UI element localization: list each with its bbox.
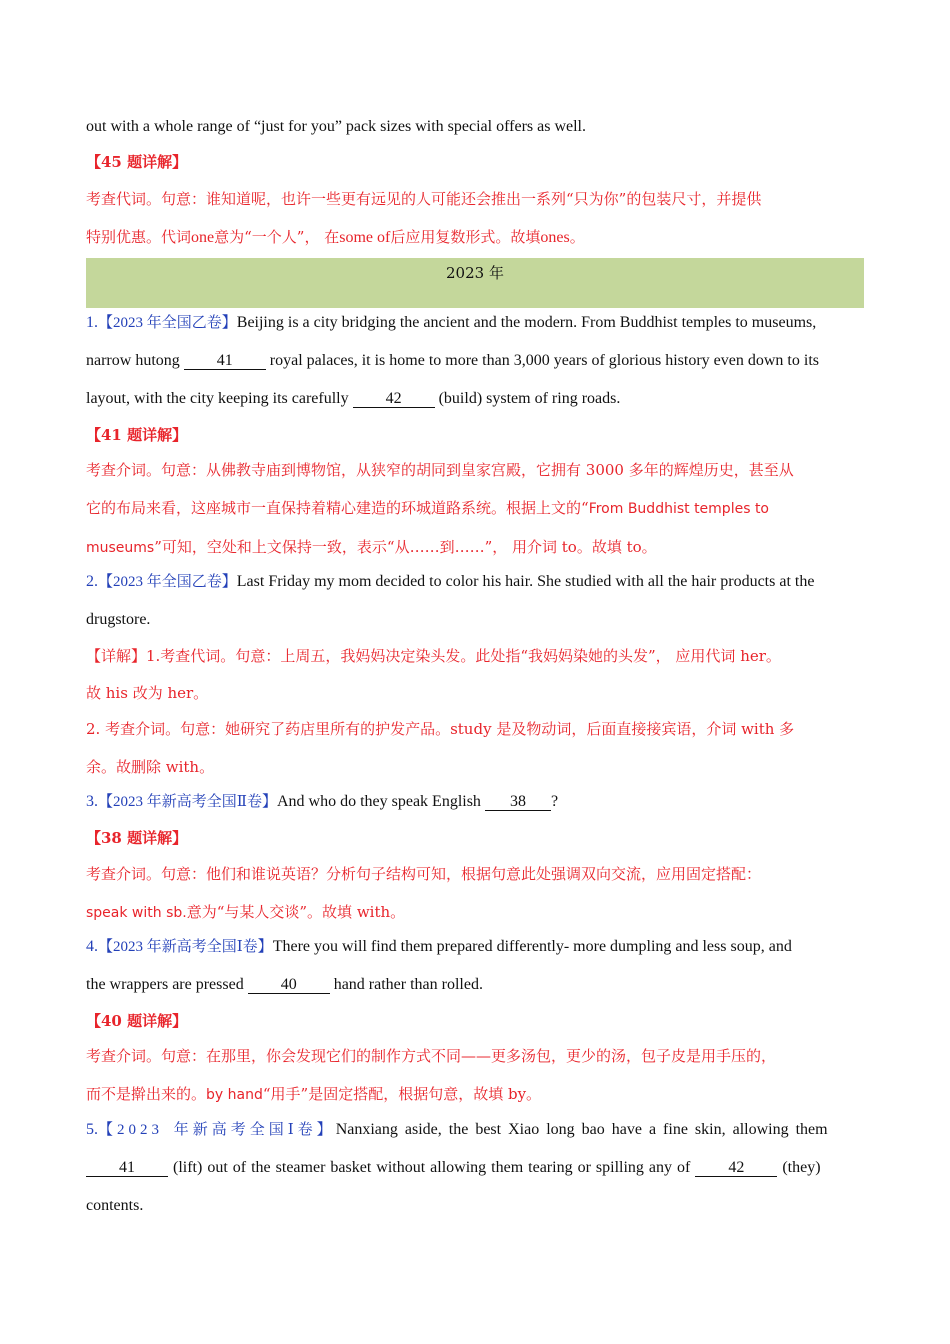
explanation-heading-40: 【40 题详解】: [86, 1012, 188, 1030]
text-segment: speak with sb.: [86, 905, 187, 921]
question-4-line: [86, 975, 864, 995]
text-segment: royal palaces, it is home to more than 3,000 years of glorious history even down to its: [269, 352, 819, 369]
text-segment: Last Friday my mom decided to color his hair. She studied with all the hair products at the: [236, 573, 815, 590]
answer-blank-42[interactable]: 42: [695, 1159, 777, 1177]
text-segment: (build) system of ring roads.: [438, 390, 621, 407]
year-section-label: 2023 年: [446, 264, 504, 282]
text-segment: (lift) out of the steamer basket without allowing them tearing or spilling any of: [173, 1159, 691, 1176]
text-line: out with a whole range of “just for you” pack sizes with special offers as well.: [86, 118, 586, 135]
explanation-line: 余。故删除 with。: [86, 758, 215, 776]
question-2-line: [86, 572, 864, 592]
text-segment: “用手”是固定搭配，根据句意，故填 by。: [262, 1085, 542, 1103]
text-segment: one: [191, 229, 215, 246]
text-segment: museums: [86, 540, 155, 556]
answer-blank-42[interactable]: 42: [353, 390, 435, 408]
question-number: 5.: [86, 1121, 98, 1138]
question-number: 3.: [86, 793, 98, 810]
text-segment: by hand: [206, 1087, 263, 1103]
question-number: 1.: [86, 314, 98, 331]
question-source-tag: 【2023 年新高考全国Ⅰ卷】: [98, 1122, 336, 1138]
answer-blank-41[interactable]: 41: [184, 352, 266, 370]
explanation-line: [86, 537, 864, 558]
text-segment: There you will find them prepared differently- more dumpling and less soup, and: [272, 938, 792, 955]
question-source-tag: 【2023 年全国乙卷】: [98, 315, 237, 331]
question-5-line: [86, 1158, 864, 1178]
question-2-line: drugstore.: [86, 611, 151, 628]
answer-blank-40[interactable]: 40: [248, 976, 330, 994]
text-segment: 特别优惠。代词: [86, 228, 192, 246]
text-segment: ?: [550, 793, 559, 810]
question-3-line: [86, 792, 864, 812]
question-5-line: [86, 1120, 864, 1140]
explanation-heading-45: 【45 题详解】: [86, 153, 188, 171]
text-segment: Beijing is a city bridging the ancient and the modern. From Buddhist temples to museums,: [236, 314, 817, 331]
text-segment: And who do they speak English: [276, 793, 481, 810]
explanation-heading-41: 【41 题详解】: [86, 426, 188, 444]
explanation-line: 【详解】1.考查代词。句意：上周五，我妈妈决定染头发。此处指“我妈妈染她的头发”， 应用代词 her。: [86, 647, 781, 665]
text-segment: Nanxiang aside, the best Xiao long bao have a fine skin, allowing them: [335, 1121, 828, 1138]
text-segment: 。: [569, 228, 585, 246]
explanation-line: 考查代词。句意：谁知道呢，也许一些更有远见的人可能还会推出一系列“只为你”的包装尺寸，并提供: [86, 190, 762, 208]
text-segment: From Buddhist temples to: [588, 501, 769, 517]
question-number: 4.: [86, 938, 98, 955]
explanation-heading-38: 【38 题详解】: [86, 829, 188, 847]
explanation-line: 2. 考查介词。句意：她研究了药店里所有的护发产品。study 是及物动词，后面直接接宾语，介词 with 多: [86, 720, 795, 738]
explanation-line: [86, 902, 864, 923]
text-segment: some of: [339, 229, 391, 246]
question-4-line: [86, 937, 864, 957]
text-segment: narrow hutong: [86, 352, 180, 369]
text-segment: layout, with the city keeping its carefully: [86, 390, 349, 407]
question-1-line: [86, 313, 864, 333]
answer-blank-41[interactable]: 41: [86, 1159, 168, 1177]
question-source-tag: 【2023 年全国乙卷】: [98, 574, 237, 590]
question-5-line: contents.: [86, 1197, 144, 1214]
explanation-line: [86, 1084, 864, 1105]
explanation-line: 考查介词。句意：在那里，你会发现它们的制作方式不同——更多汤包，更少的汤，包子皮是用手压的，: [86, 1047, 777, 1065]
explanation-line: 考查介词。句意：他们和谁说英语？分析句子结构可知，根据句意此处强调双向交流，应用固定搭配：: [86, 865, 762, 883]
text-segment: 意为“一个人”， 在: [214, 228, 340, 246]
text-segment: 而不是擀出来的。: [86, 1085, 207, 1103]
text-segment: ”可知，空处和上文保持一致，表示“从……到……”， 用介词 to。故填 to。: [154, 538, 657, 556]
answer-blank-38[interactable]: 38: [485, 793, 551, 811]
explanation-line: [86, 498, 864, 519]
text-segment: the wrappers are pressed: [86, 976, 244, 993]
question-number: 2.: [86, 573, 98, 590]
text-segment: 意为“与某人交谈”。故填 with。: [186, 903, 406, 921]
explanation-line: 考查介词。句意：从佛教寺庙到博物馆，从狭窄的胡同到皇家宫殿，它拥有 3000 多年的辉煌历史，甚至从: [86, 461, 794, 479]
text-segment: hand rather than rolled.: [333, 976, 483, 993]
text-segment: 它的布局来看，这座城市一直保持着精心建造的环城道路系统。根据上文的“: [86, 499, 589, 517]
question-source-tag: 【2023 年新高考全国Ⅱ卷】: [98, 794, 277, 810]
text-segment: (they): [782, 1159, 821, 1176]
year-section-band: [86, 258, 864, 308]
question-1-line: [86, 351, 864, 371]
explanation-line: 故 his 改为 her。: [86, 684, 209, 702]
text-segment: 后应用复数形式。故填: [390, 228, 541, 246]
explanation-line: [86, 227, 864, 248]
text-segment: ones: [540, 229, 570, 246]
question-1-line: [86, 389, 864, 409]
question-source-tag: 【2023 年新高考全国Ⅰ卷】: [98, 939, 273, 955]
